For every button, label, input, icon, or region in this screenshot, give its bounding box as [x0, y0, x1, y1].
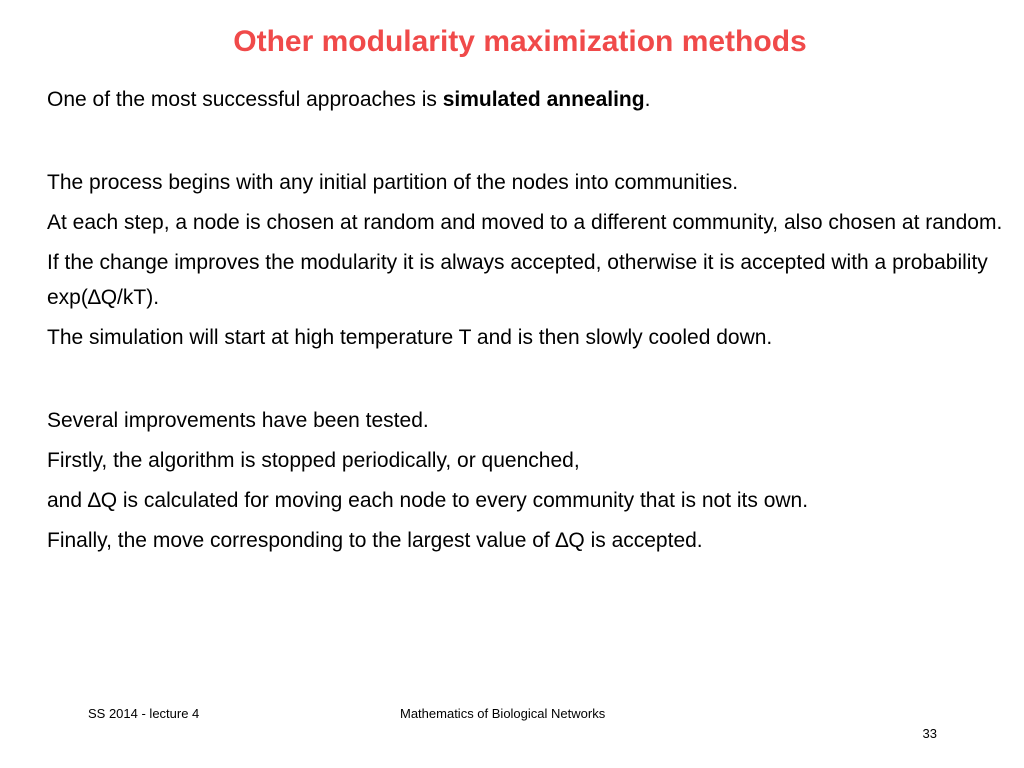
paragraph-initial-partition: The process begins with any initial partition of the nodes into communities.	[47, 171, 739, 194]
paragraph-random-step: At each step, a node is chosen at random and moved to a different community, also chosen at random.	[47, 211, 1003, 234]
intro-end: .	[644, 88, 651, 111]
intro-emphasis: simulated annealing	[442, 88, 645, 111]
paragraph-cooling: The simulation will start at high temperature T and is then slowly cooled down.	[47, 326, 773, 349]
slide-body	[47, 82, 1007, 563]
intro-text: One of the most successful approaches is	[47, 88, 443, 111]
paragraph-improvements: Several improvements have been tested.	[47, 409, 429, 432]
page-number: 33	[922, 726, 937, 741]
footer-lecture-title: Mathematics of Biological Networks	[400, 706, 606, 721]
paragraph-largest-move: Finally, the move corresponding to the largest value of ∆Q is accepted.	[47, 529, 703, 552]
paragraph-acceptance: If the change improves the modularity it is always accepted, otherwise it is accepted with a probability exp(∆Q/kT).	[47, 251, 988, 309]
slide-title: Other modularity maximization methods	[233, 25, 807, 58]
paragraph-delta-q: and ∆Q is calculated for moving each node to every community that is not its own.	[47, 489, 809, 512]
intro-paragraph	[47, 82, 1007, 117]
paragraph-quenched: Firstly, the algorithm is stopped periodically, or quenched,	[47, 449, 580, 472]
footer-course: SS 2014 - lecture 4	[88, 706, 200, 721]
